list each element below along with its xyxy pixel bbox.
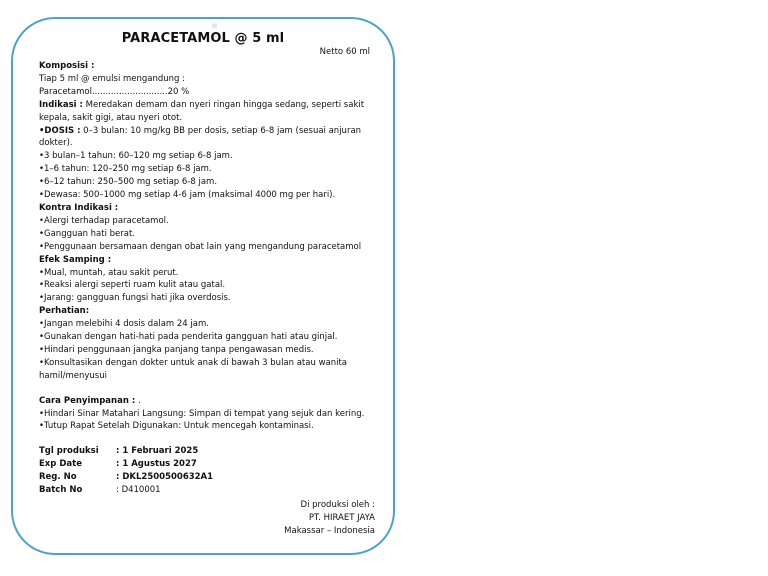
penyimpanan-heading-line bbox=[39, 395, 375, 408]
production-value: : 1 Februari 2025 bbox=[116, 446, 199, 457]
dosis-item: •3 bulan–1 tahun: 60–120 mg setiap 6-8 jam. bbox=[39, 151, 233, 162]
dosis-item: •1–6 tahun: 120–250 mg setiap 6-8 jam. bbox=[39, 164, 212, 175]
kontra-indikasi-item: •Gangguan hati berat. bbox=[39, 228, 136, 239]
dosis-text: 0–3 bulan: 10 mg/kg BB per dosis, setiap 6-8 jam (sesuai anjuran dokter). bbox=[39, 125, 362, 149]
production-key: Batch No bbox=[39, 485, 83, 496]
registered-mark: ® bbox=[211, 22, 218, 30]
manufacturer-block bbox=[39, 499, 375, 538]
spacer bbox=[39, 433, 375, 445]
manufacturer-location: Makassar – Indonesia bbox=[284, 525, 375, 536]
indikasi-heading: Indikasi : bbox=[39, 99, 83, 110]
production-row bbox=[39, 445, 213, 458]
dosis-item: •6–12 tahun: 250–500 mg setiap 6-8 jam. bbox=[39, 177, 218, 188]
manufacturer-line: Di produksi oleh : bbox=[300, 500, 375, 510]
indikasi-paragraph bbox=[39, 99, 375, 125]
penyimpanan-item: •Hindari Sinar Matahari Langsung: Simpan di tempat yang sejuk dan kering. bbox=[39, 408, 365, 419]
efek-samping-item: •Mual, muntah, atau sakit perut. bbox=[39, 267, 179, 278]
dosis-heading: •DOSIS : bbox=[39, 125, 81, 136]
manufacturer-name: PT. HIRAET JAYA bbox=[308, 512, 375, 523]
perhatian-item: •Gunakan dengan hati-hati pada penderita gangguan hati atau ginjal. bbox=[39, 332, 338, 343]
dosis-item: •Dewasa: 500–1000 mg setiap 4-6 jam (maksimal 4000 mg per hari). bbox=[39, 190, 336, 201]
efek-samping-item: •Reaksi alergi seperti ruam kulit atau gatal. bbox=[39, 280, 226, 291]
penyimpanan-item: •Tutup Rapat Setelah Digunakan: Untuk mencegah kontaminasi. bbox=[39, 421, 314, 432]
spacer bbox=[39, 383, 375, 395]
production-key: Exp Date bbox=[39, 459, 82, 470]
perhatian-item: •Konsultasikan dengan dokter untuk anak di bawah 3 bulan atau wanita hamil/menyusui bbox=[39, 357, 348, 381]
production-key: Tgl produksi bbox=[39, 446, 99, 457]
dosis-paragraph bbox=[39, 125, 375, 151]
production-row bbox=[39, 471, 213, 484]
production-row bbox=[39, 484, 213, 497]
penyimpanan-suffix: . bbox=[135, 395, 141, 406]
efek-samping-item: •Jarang: gangguan fungsi hati jika overdosis. bbox=[39, 293, 231, 304]
komposisi-line: Tiap 5 ml @ emulsi mengandung : bbox=[39, 73, 186, 84]
perhatian-item: •Hindari penggunaan jangka panjang tanpa pengawasan medis. bbox=[39, 344, 314, 355]
kontra-indikasi-heading: Kontra Indikasi : bbox=[39, 202, 119, 213]
label-body bbox=[39, 60, 375, 538]
product-title: PARACETAMOL @ 5 ml bbox=[121, 31, 285, 46]
net-volume: Netto 60 ml bbox=[319, 47, 370, 57]
production-value: : 1 Agustus 2027 bbox=[116, 459, 197, 470]
komposisi-heading: Komposisi : bbox=[39, 61, 95, 71]
perhatian-item: •Jangan melebihi 4 dosis dalam 24 jam. bbox=[39, 319, 209, 330]
production-row bbox=[39, 458, 213, 471]
perhatian-heading: Perhatian: bbox=[39, 306, 90, 317]
penyimpanan-heading: Cara Penyimpanan : bbox=[39, 395, 136, 406]
production-key: Reg. No bbox=[39, 472, 77, 483]
kontra-indikasi-item: •Alergi terhadap paracetamol. bbox=[39, 215, 169, 226]
kontra-indikasi-item: •Penggunaan bersamaan dengan obat lain yang mengandung paracetamol bbox=[39, 241, 362, 252]
production-value: : D410001 bbox=[116, 485, 161, 496]
indikasi-text: Meredakan demam dan nyeri ringan hingga sedang, seperti sakit kepala, sakit gigi, atau nyeri otot. bbox=[39, 99, 365, 123]
komposisi-line: Paracetamol............................20 % bbox=[39, 86, 190, 97]
medicine-label bbox=[11, 17, 395, 555]
production-value: : DKL2500500632A1 bbox=[116, 472, 214, 483]
production-info-table bbox=[39, 445, 213, 497]
efek-samping-heading: Efek Samping : bbox=[39, 254, 112, 265]
